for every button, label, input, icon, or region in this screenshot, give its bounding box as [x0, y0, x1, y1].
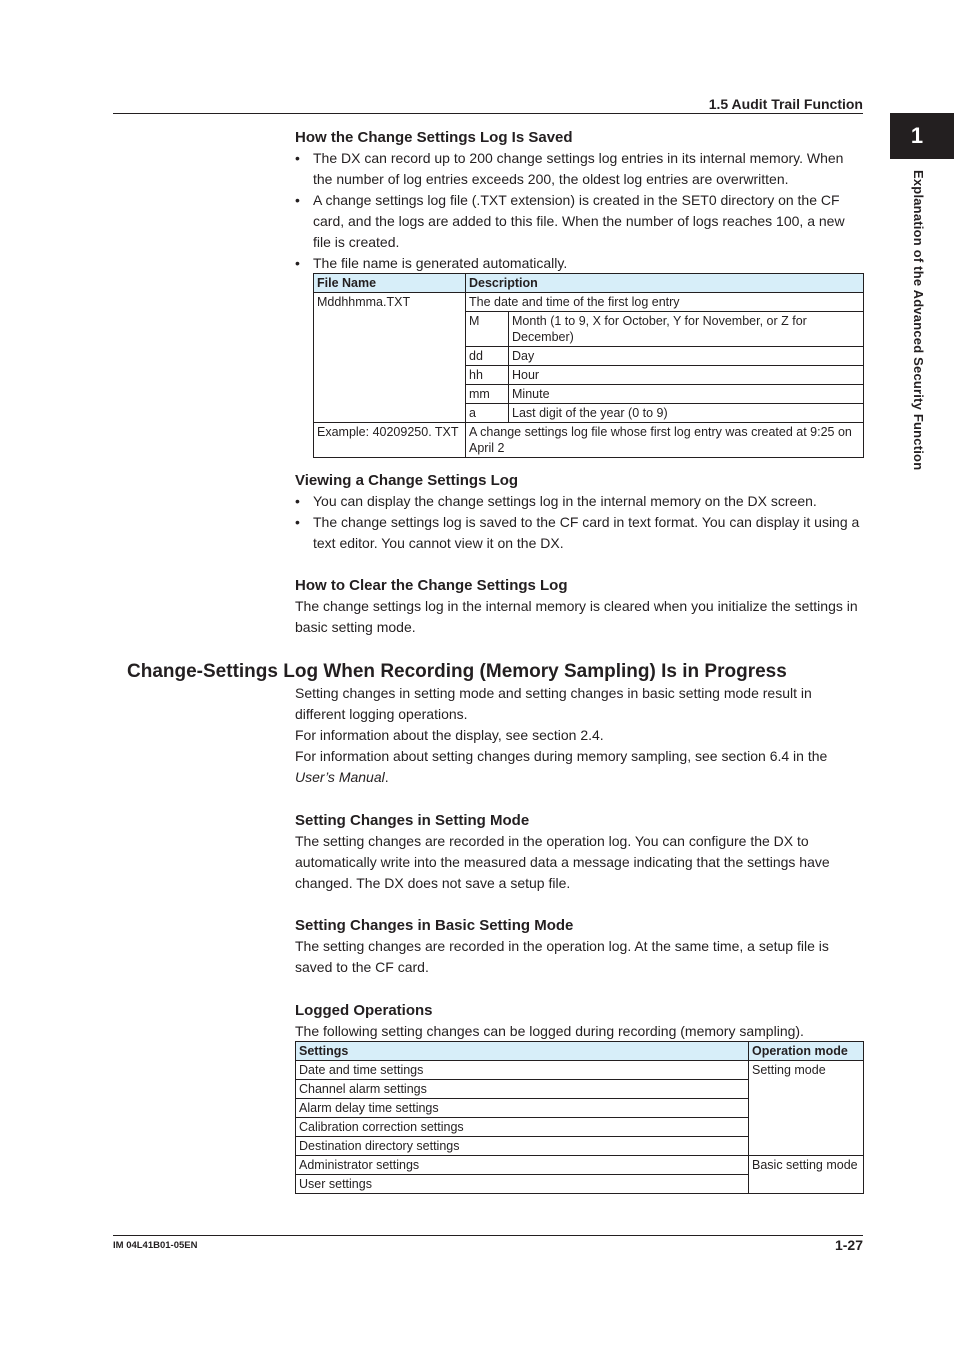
chapter-tab: 1 — [890, 113, 954, 159]
page-number: 1-27 — [834, 1237, 863, 1253]
list-item: • The change settings log is saved to the CF card in text format. You can display it using a text editor. You cannot view it on the DX. — [295, 514, 860, 551]
clearing-heading: How to Clear the Change Settings Log — [295, 577, 568, 594]
logged-text: The following setting changes can be logged during recording (memory sampling). — [295, 1023, 804, 1039]
settings-cell: Alarm delay time settings — [296, 1099, 749, 1118]
users-manual-ref: User’s Manual — [295, 769, 385, 785]
recording-heading: Change-Settings Log When Recording (Memory Sampling) Is in Progress — [127, 661, 787, 682]
basic-mode-section — [295, 917, 865, 978]
list-item: • You can display the change settings log in the internal memory on the DX screen. — [295, 493, 817, 509]
saved-heading: How the Change Settings Log Is Saved — [295, 129, 573, 146]
viewing-heading: Viewing a Change Settings Log — [295, 472, 519, 489]
code-cell: dd — [466, 347, 509, 366]
code-cell: mm — [466, 385, 509, 404]
code-cell: hh — [466, 366, 509, 385]
recording-section — [295, 683, 865, 788]
logged-heading: Logged Operations — [295, 1002, 433, 1019]
table-row — [296, 1042, 864, 1061]
chapter-side-label: Explanation of the Advanced Security Function — [911, 170, 926, 471]
filename-table — [313, 273, 864, 458]
filename-cell: Mddhhmma.TXT — [314, 293, 466, 423]
desc-cell: Month (1 to 9, X for October, Y for November, or Z for December) — [509, 312, 864, 347]
desc-cell: Hour — [509, 366, 864, 385]
table-row — [296, 1061, 864, 1080]
header-rule — [113, 113, 863, 114]
settings-cell: Destination directory settings — [296, 1137, 749, 1156]
settings-cell: User settings — [296, 1175, 749, 1194]
list-item: • A change settings log file (.TXT extension) is created in the SET0 directory on the CF card, and the logs are added to this file. When the number of logs reaches 100, a new file is created. — [295, 192, 845, 250]
table-header-operation-mode: Operation mode — [749, 1042, 864, 1061]
table-row — [314, 274, 864, 293]
desc-cell: Minute — [509, 385, 864, 404]
basic-mode-text: The setting changes are recorded in the operation log. At the same time, a setup file is saved to the CF card. — [295, 938, 829, 975]
example-name-cell: Example: 40209250. TXT — [314, 423, 466, 458]
logged-operations-table — [295, 1041, 864, 1194]
list-item: • The file name is generated automatically. — [295, 255, 568, 271]
example-desc-cell: A change settings log file whose first log entry was created at 9:25 on April 2 — [466, 423, 864, 458]
logged-section — [295, 1002, 865, 1042]
table-row — [314, 423, 864, 458]
clearing-text: The change settings log in the internal memory is cleared when you initialize the settings in basic setting mode. — [295, 598, 858, 635]
saved-bullet-list — [295, 148, 865, 274]
viewing-bullet-list — [295, 491, 865, 554]
filename-desc-cell: The date and time of the first log entry — [466, 293, 864, 312]
section-title: 1.5 Audit Trail Function — [708, 96, 863, 112]
saved-section — [295, 129, 865, 274]
code-cell: M — [466, 312, 509, 347]
recording-p3: For information about setting changes during memory sampling, see section 6.4 in the User’s Manual. — [295, 748, 828, 785]
setting-mode-heading: Setting Changes in Setting Mode — [295, 812, 530, 829]
viewing-section — [295, 472, 865, 554]
footer-rule — [113, 1235, 863, 1236]
code-cell: a — [466, 404, 509, 423]
table-header-settings: Settings — [296, 1042, 749, 1061]
desc-cell: Last digit of the year (0 to 9) — [509, 404, 864, 423]
list-item: • The DX can record up to 200 change settings log entries in its internal memory. When the number of log entries exceeds 200, the oldest log entries are overwritten. — [295, 150, 844, 187]
settings-cell: Calibration correction settings — [296, 1118, 749, 1137]
table-header-description: Description — [466, 274, 864, 293]
setting-mode-section — [295, 812, 865, 894]
operation-mode-cell: Basic setting mode — [749, 1156, 864, 1194]
settings-cell: Administrator settings — [296, 1156, 749, 1175]
desc-cell: Day — [509, 347, 864, 366]
table-header-file-name: File Name — [314, 274, 466, 293]
settings-cell: Channel alarm settings — [296, 1080, 749, 1099]
table-row — [314, 293, 864, 312]
recording-p2: For information about the display, see section 2.4. — [295, 727, 604, 743]
table-row — [296, 1156, 864, 1175]
document-id: IM 04L41B01-05EN — [113, 1240, 198, 1251]
settings-cell: Date and time settings — [296, 1061, 749, 1080]
setting-mode-text: The setting changes are recorded in the operation log. You can configure the DX to automatically write into the measured data a message indicating that the settings have changed. The DX does not save a setup file. — [295, 833, 830, 891]
recording-p1: Setting changes in setting mode and setting changes in basic setting mode result in different logging operations. — [295, 685, 812, 722]
operation-mode-cell: Setting mode — [749, 1061, 864, 1156]
basic-mode-heading: Setting Changes in Basic Setting Mode — [295, 917, 574, 934]
clearing-section — [295, 577, 865, 638]
